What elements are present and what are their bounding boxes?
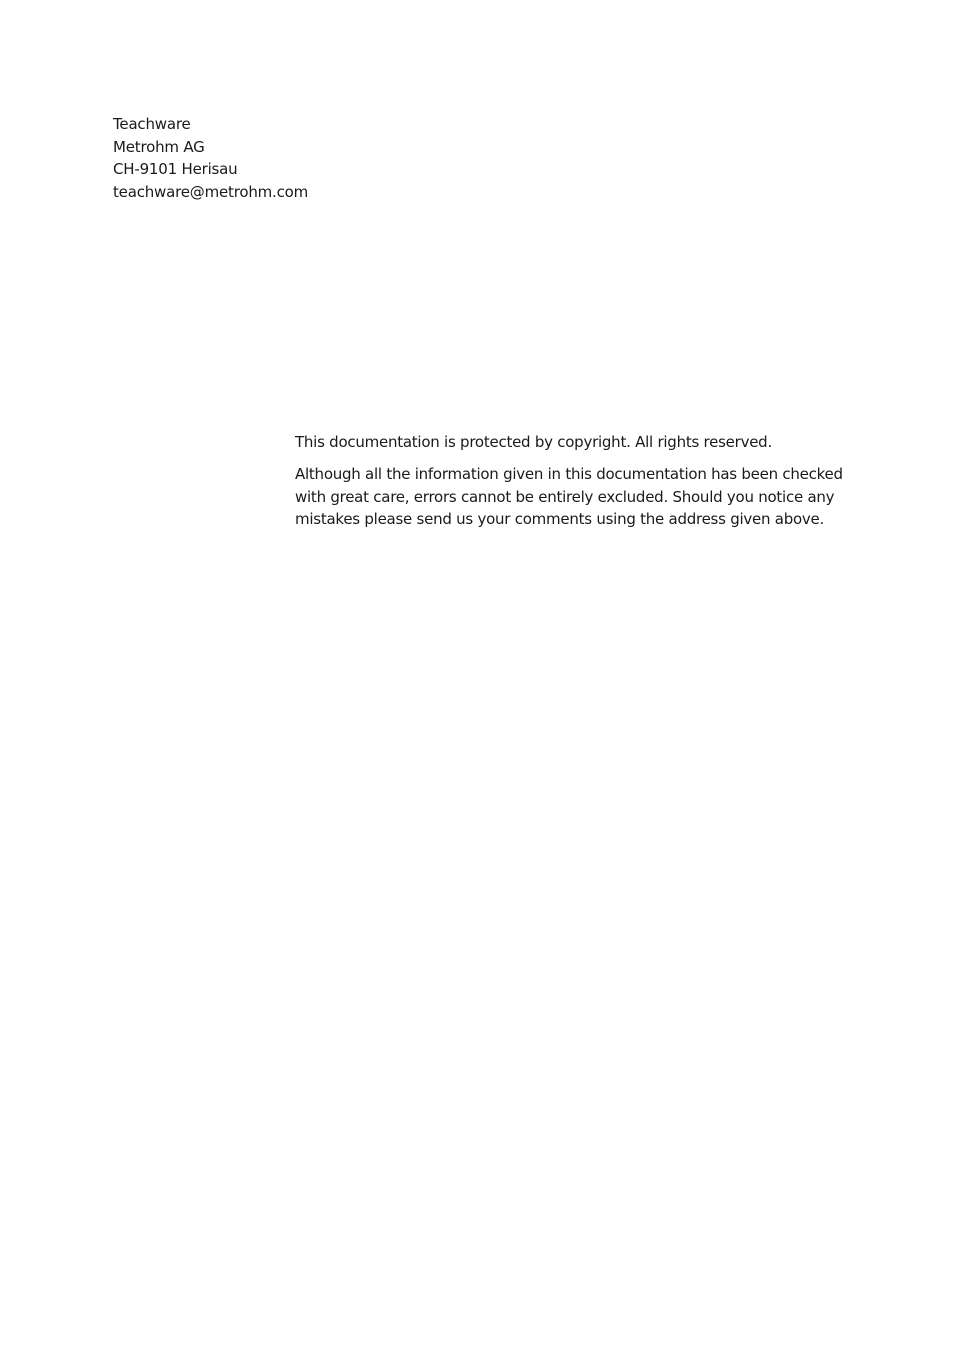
address-city: CH-9101 Herisau [113,160,238,178]
address-company: Metrohm AG [113,137,205,156]
address-department: Teachware [113,115,191,133]
disclaimer-line: with great care, errors cannot be entirely excluded. Should you notice any [295,487,835,506]
disclaimer-notice [295,463,855,531]
contact-address [113,113,308,203]
legal-notice [295,431,855,540]
address-email: teachware@metrohm.com [113,182,309,201]
copyright-notice: This documentation is protected by copyright. All rights reserved. [295,433,772,451]
disclaimer-line: Although all the information given in this documentation has been checked [295,465,843,483]
disclaimer-line: mistakes please send us your comments using the address given above. [295,510,825,528]
